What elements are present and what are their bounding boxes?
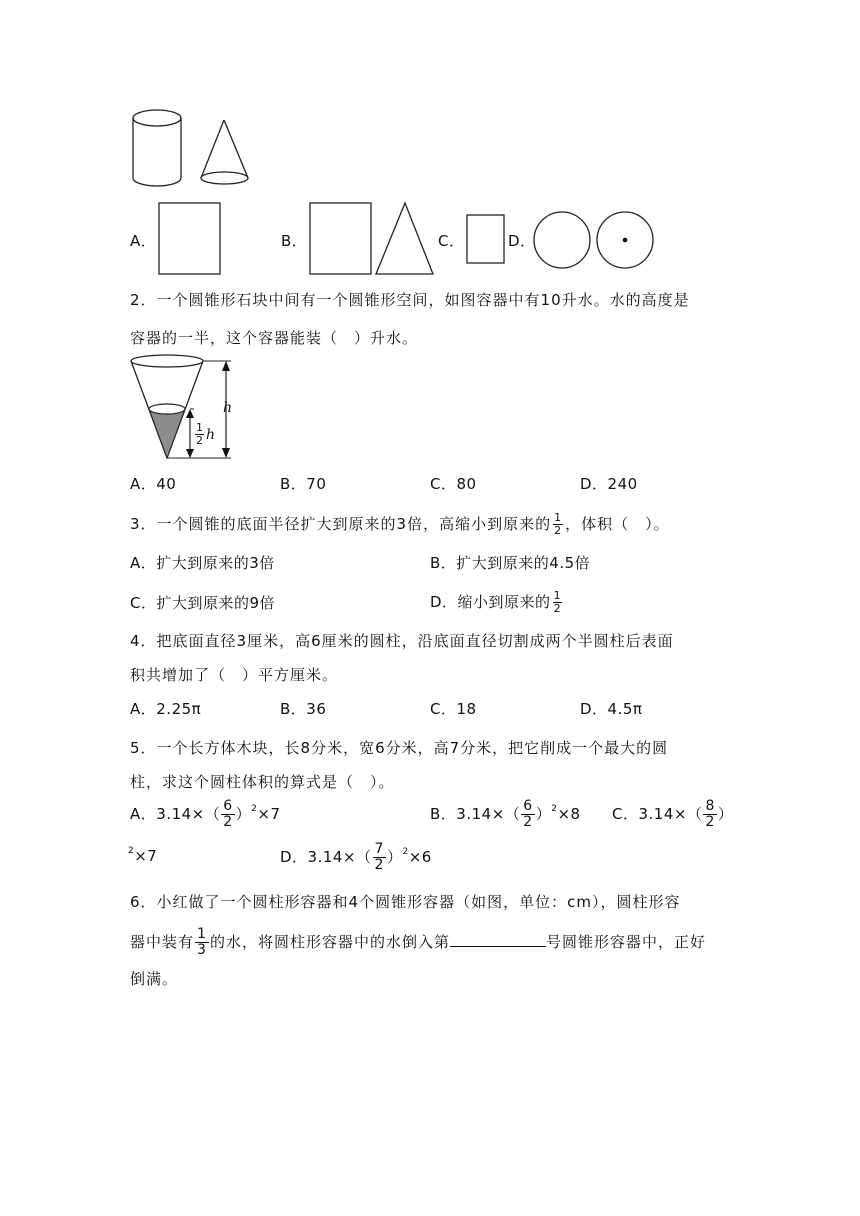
- q5-a-pre: A．3.14×（: [130, 805, 221, 823]
- q2-half-den: 2: [196, 434, 203, 447]
- q2-option-c[interactable]: C．80: [430, 475, 477, 493]
- q3-option-a[interactable]: A．扩大到原来的3倍: [130, 554, 275, 572]
- q6-stem-line2: [130, 927, 706, 958]
- q5-c-post: ）: [717, 805, 734, 823]
- q3-stem-num: 1: [554, 511, 563, 524]
- q5-a-post: ）: [235, 805, 252, 823]
- q6-answer-blank[interactable]: [450, 934, 546, 947]
- q3-stem-post: ，体积（ ）。: [565, 515, 670, 533]
- q3-option-d-pre: D．缩小到原来的: [430, 593, 551, 611]
- q1-option-d[interactable]: D．: [508, 232, 536, 250]
- q2-option-d[interactable]: D．240: [580, 475, 638, 493]
- q5-c-tail: ×7: [134, 847, 158, 865]
- q1-option-b[interactable]: B．: [281, 232, 308, 250]
- q5-b-pre: B．3.14×（: [430, 805, 521, 823]
- q5-option-a[interactable]: [130, 799, 281, 830]
- q5-c-pre: C．3.14×（: [612, 805, 703, 823]
- q6-line2-pre: 器中装有: [130, 933, 195, 951]
- q5-c-num: 8: [705, 798, 715, 814]
- q5-d-num: 7: [374, 841, 384, 857]
- q3-option-d-den: 2: [553, 602, 562, 615]
- q3-option-c[interactable]: C．扩大到原来的9倍: [130, 594, 276, 612]
- q2-option-a[interactable]: A．40: [130, 475, 177, 493]
- cylinder-figure: [130, 108, 186, 190]
- q5-d-exp: 2: [402, 847, 409, 857]
- q6-line2-num: 1: [197, 926, 207, 942]
- q5-d-tail: ×6: [408, 848, 432, 866]
- q5-option-c[interactable]: [612, 799, 733, 830]
- q3-stem: [130, 512, 670, 537]
- q5-b-exp: 2: [551, 804, 558, 814]
- q4-option-b[interactable]: B．36: [280, 700, 327, 718]
- q5-stem-line2: 柱，求这个圆柱体积的算式是（ ）。: [130, 773, 395, 791]
- q5-b-tail: ×8: [557, 805, 581, 823]
- q1-b-triangle: [374, 202, 436, 276]
- q6-line2-post: 号圆锥形容器中，正好: [545, 933, 706, 951]
- q5-option-b[interactable]: [430, 799, 581, 830]
- q3-stem-pre: 3．一个圆锥的底面半径扩大到原来的3倍，高缩小到原来的: [130, 515, 552, 533]
- q6-stem-line1: 6．小红做了一个圆柱形容器和4个圆锥形容器（如图，单位：cm），圆柱形容: [130, 893, 681, 911]
- q6-line2-mid: 的水，将圆柱形容器中的水倒入第: [209, 933, 450, 951]
- q1-option-c[interactable]: C．: [438, 232, 465, 250]
- q5-b-num: 6: [523, 798, 533, 814]
- q2-height-label: h: [223, 400, 233, 416]
- cone-figure: [198, 118, 254, 190]
- q2-stem-line2: 容器的一半，这个容器能装（ ）升水。: [130, 329, 419, 347]
- q6-line2-den: 3: [197, 942, 207, 958]
- q2-half-var: h: [206, 427, 216, 443]
- q4-stem-line2: 积共增加了（ ）平方厘米。: [130, 666, 339, 684]
- q2-option-b[interactable]: B．70: [280, 475, 327, 493]
- q6-stem-line3: 倒满。: [130, 970, 179, 988]
- q5-option-d[interactable]: [280, 842, 432, 873]
- q3-option-b[interactable]: B．扩大到原来的4.5倍: [430, 554, 591, 572]
- q5-a-num: 6: [223, 798, 233, 814]
- q5-d-pre: D．3.14×（: [280, 848, 372, 866]
- q3-option-d[interactable]: [430, 590, 564, 615]
- q4-option-a[interactable]: A．2.25π: [130, 700, 202, 718]
- q1-d-circle: [532, 210, 592, 270]
- q5-c-den: 2: [705, 814, 715, 830]
- q1-b-rectangle: [309, 202, 373, 276]
- q3-stem-den: 2: [554, 524, 563, 537]
- q5-a-den: 2: [223, 814, 233, 830]
- q2-stem-line1: 2．一个圆锥形石块中间有一个圆锥形空间，如图容器中有10升水。水的高度是: [130, 291, 690, 309]
- q3-option-d-num: 1: [553, 589, 562, 602]
- q5-c-exp: 2: [128, 846, 135, 856]
- q2-half-num: 1: [196, 421, 203, 434]
- q5-a-exp: 2: [251, 804, 258, 814]
- q5-d-post: ）: [386, 848, 403, 866]
- q4-option-c[interactable]: C．18: [430, 700, 477, 718]
- q1-a-rectangle: [158, 202, 222, 276]
- q4-stem-line1: 4．把底面直径3厘米，高6厘米的圆柱，沿底面直径切割成两个半圆柱后表面: [130, 632, 674, 650]
- q5-stem-line1: 5．一个长方体木块，长8分米，宽6分米，高7分米，把它削成一个最大的圆: [130, 739, 669, 757]
- q5-option-c-continued: [128, 846, 157, 865]
- q4-option-d[interactable]: D．4.5π: [580, 700, 643, 718]
- q5-b-den: 2: [523, 814, 533, 830]
- q5-b-post: ）: [535, 805, 552, 823]
- q2-half-height-label: [193, 422, 215, 447]
- q5-a-tail: ×7: [257, 805, 281, 823]
- q1-d-circle-with-center: [595, 210, 655, 270]
- q5-d-den: 2: [374, 857, 384, 873]
- q1-c-rectangle: [466, 214, 506, 266]
- q1-option-a[interactable]: A．: [130, 232, 157, 250]
